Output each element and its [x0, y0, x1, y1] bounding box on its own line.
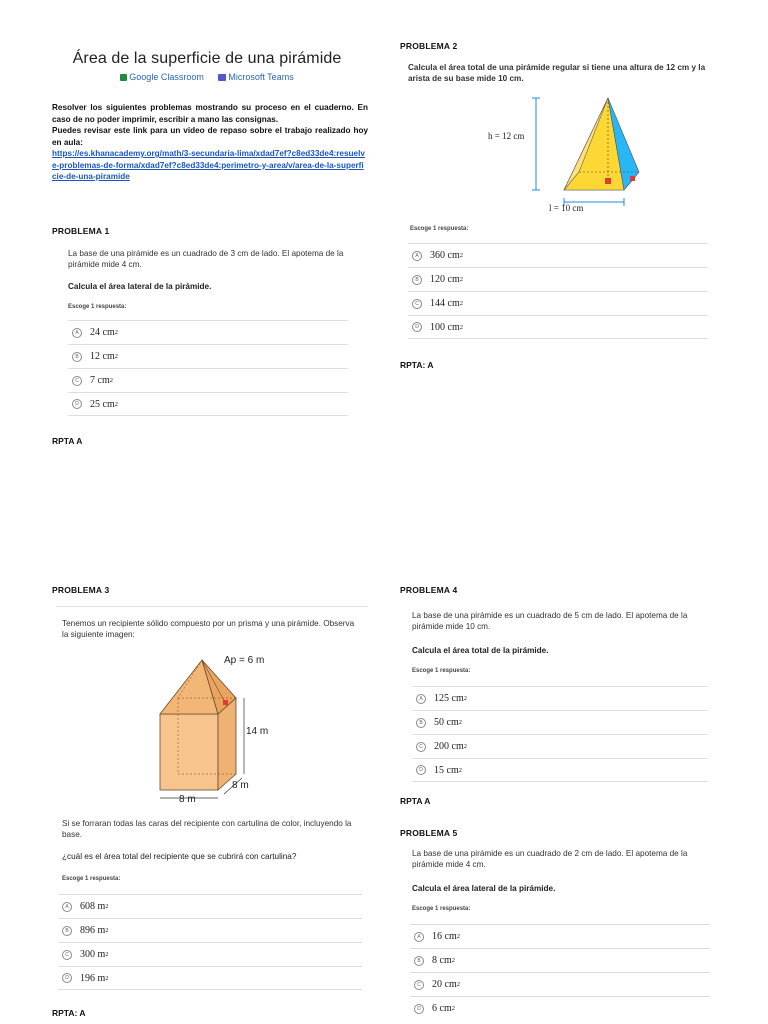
right-angle-marker	[630, 176, 635, 181]
problem-3-text-2: Si se forraran todas las caras del recipiente con cartulina de color, incluyendo la base.	[62, 819, 352, 839]
option-a[interactable]: A 125 cm 2	[412, 686, 708, 710]
google-classroom-icon	[120, 74, 127, 81]
option-c[interactable]: C 20 cm 2	[410, 972, 710, 996]
option-c[interactable]: C 144 cm 2	[408, 291, 708, 315]
problem-1-heading: PROBLEMA 1	[52, 226, 110, 236]
problem-1-text: La base de una pirámide es un cuadrado de 3 cm de lado. El apotema de la pirámide mide 4 cm.	[68, 249, 344, 269]
option-radio[interactable]: C	[72, 376, 82, 386]
option-radio[interactable]: B	[414, 956, 424, 966]
option-radio[interactable]: C	[414, 980, 424, 990]
instructions	[52, 102, 368, 183]
option-b[interactable]: B 12 cm 2	[68, 344, 348, 368]
problem-3-answer: RPTA: A	[52, 1008, 86, 1018]
option-radio[interactable]: D	[414, 1004, 424, 1014]
option-a[interactable]: A 16 cm 2	[410, 924, 710, 948]
right-angle-marker	[605, 178, 611, 184]
option-b[interactable]: B 50 cm 2	[412, 710, 708, 734]
problem-4-panel	[404, 602, 714, 786]
height-label: 14 m	[246, 726, 269, 737]
microsoft-teams-link[interactable]: Microsoft Teams	[218, 72, 293, 82]
document-title: Área de la superficie de una pirámide	[72, 50, 342, 67]
option-b[interactable]: B 8 cm 2	[410, 948, 710, 972]
option-c[interactable]: C 7 cm 2	[68, 368, 348, 392]
option-d[interactable]: D 196 m 2	[58, 966, 362, 990]
problem-1-options	[68, 320, 348, 416]
option-d[interactable]: D 25 cm 2	[68, 392, 348, 416]
problem-5-question: Calcula el área lateral de la pirámide.	[412, 884, 556, 893]
option-radio[interactable]: B	[72, 352, 82, 362]
option-radio[interactable]: B	[62, 926, 72, 936]
option-radio[interactable]: A	[416, 694, 426, 704]
option-radio[interactable]: C	[416, 742, 426, 752]
option-radio[interactable]: B	[416, 718, 426, 728]
option-radio[interactable]: D	[72, 399, 82, 409]
problem-5-heading: PROBLEMA 5	[400, 828, 458, 838]
problem-3-question: ¿cuál es el área total del recipiente que se cubrirá con cartulina?	[62, 852, 297, 861]
problem-1-panel	[62, 240, 362, 418]
option-c[interactable]: C 300 m 2	[58, 942, 362, 966]
option-b[interactable]: B 120 cm 2	[408, 267, 708, 291]
problem-4-heading: PROBLEMA 4	[400, 585, 458, 595]
problem-1-choose-label: Escoge 1 respuesta:	[68, 304, 127, 310]
prism-pyramid-figure	[146, 658, 306, 808]
option-a[interactable]: A 608 m 2	[58, 894, 362, 918]
problem-2-options	[408, 243, 708, 339]
problem-5-panel	[404, 842, 714, 1024]
problem-5-choose-label: Escoge 1 respuesta:	[412, 906, 471, 912]
problem-4-choose-label: Escoge 1 respuesta:	[412, 668, 471, 674]
problem-2-answer: RPTA: A	[400, 360, 434, 370]
review-text: Puedes revisar este link para un video de repaso sobre el trabajo realizado hoy en aula:	[52, 126, 368, 147]
microsoft-teams-icon	[218, 74, 226, 81]
height-label: h = 12 cm	[488, 131, 525, 141]
option-d[interactable]: D 6 cm 2	[410, 996, 710, 1020]
option-radio[interactable]: A	[414, 932, 424, 942]
apothem-label: Ap = 6 m	[224, 655, 265, 666]
share-links	[57, 72, 357, 83]
problem-3-heading: PROBLEMA 3	[52, 585, 110, 595]
problem-3-text: Tenemos un recipiente sólido compuesto por un prisma y una pirámide. Observa la siguiente imagen:	[62, 619, 355, 639]
problem-2-panel	[404, 56, 710, 352]
right-angle-marker	[223, 700, 228, 705]
option-d[interactable]: D 15 cm 2	[412, 758, 708, 782]
problem-2-text: Calcula el área total de una pirámide regular si tiene una altura de 12 cm y la arista de su base mide 10 cm.	[408, 63, 706, 83]
problem-4-answer: RPTA A	[400, 796, 431, 806]
problem-3-options	[58, 894, 362, 990]
problem-1-question: Calcula el área lateral de la pirámide.	[68, 282, 212, 291]
base-label: l = 10 cm	[549, 203, 584, 213]
option-radio[interactable]: A	[72, 328, 82, 338]
problem-3-choose-label: Escoge 1 respuesta:	[62, 876, 121, 882]
pyramid-figure	[464, 92, 684, 216]
problem-5-options	[410, 924, 710, 1020]
width-label: 8 m	[179, 794, 196, 805]
problem-4-text: La base de una pirámide es un cuadrado de 5 cm de lado. El apotema de la pirámide mide 10 cm.	[412, 611, 688, 631]
option-radio[interactable]: A	[412, 251, 422, 261]
option-radio[interactable]: A	[62, 902, 72, 912]
problem-4-question: Calcula el área total de la pirámide.	[412, 646, 549, 655]
option-radio[interactable]: B	[412, 275, 422, 285]
google-classroom-link[interactable]: Google Classroom	[120, 72, 204, 82]
option-radio[interactable]: D	[416, 765, 426, 775]
option-radio[interactable]: C	[412, 299, 422, 309]
khan-academy-link[interactable]: https://es.khanacademy.org/math/3-secundaria-lima/xdad7ef?c8ed33de4:resuelve-problemas-de-forma/xdad7ef?c8ed33de4:perimetro-y-area/v/area-de-la-superficie-de-una-piramide	[52, 149, 365, 181]
option-a[interactable]: A 360 cm 2	[408, 243, 708, 267]
problem-2-heading: PROBLEMA 2	[400, 41, 458, 51]
problem-1-answer: RPTA A	[52, 436, 83, 446]
option-a[interactable]: A 24 cm 2	[68, 320, 348, 344]
option-d[interactable]: D 100 cm 2	[408, 315, 708, 339]
depth-label: 8 m	[232, 780, 249, 791]
problem-5-text: La base de una pirámide es un cuadrado de 2 cm de lado. El apotema de la pirámide mide 4 cm.	[412, 849, 688, 869]
option-b[interactable]: B 896 m 2	[58, 918, 362, 942]
option-radio[interactable]: D	[62, 973, 72, 983]
instructions-text: Resolver los siguientes problemas mostrando su proceso en el cuaderno. En caso de no poder imprimir, escribir a mano las consignas.	[52, 103, 368, 124]
problem-3-panel	[56, 608, 368, 998]
problem-2-choose-label: Escoge 1 respuesta:	[410, 226, 469, 232]
option-radio[interactable]: D	[412, 322, 422, 332]
problem-4-options	[412, 686, 708, 782]
option-radio[interactable]: C	[62, 950, 72, 960]
option-c[interactable]: C 200 cm 2	[412, 734, 708, 758]
prism-front-face	[160, 714, 218, 790]
